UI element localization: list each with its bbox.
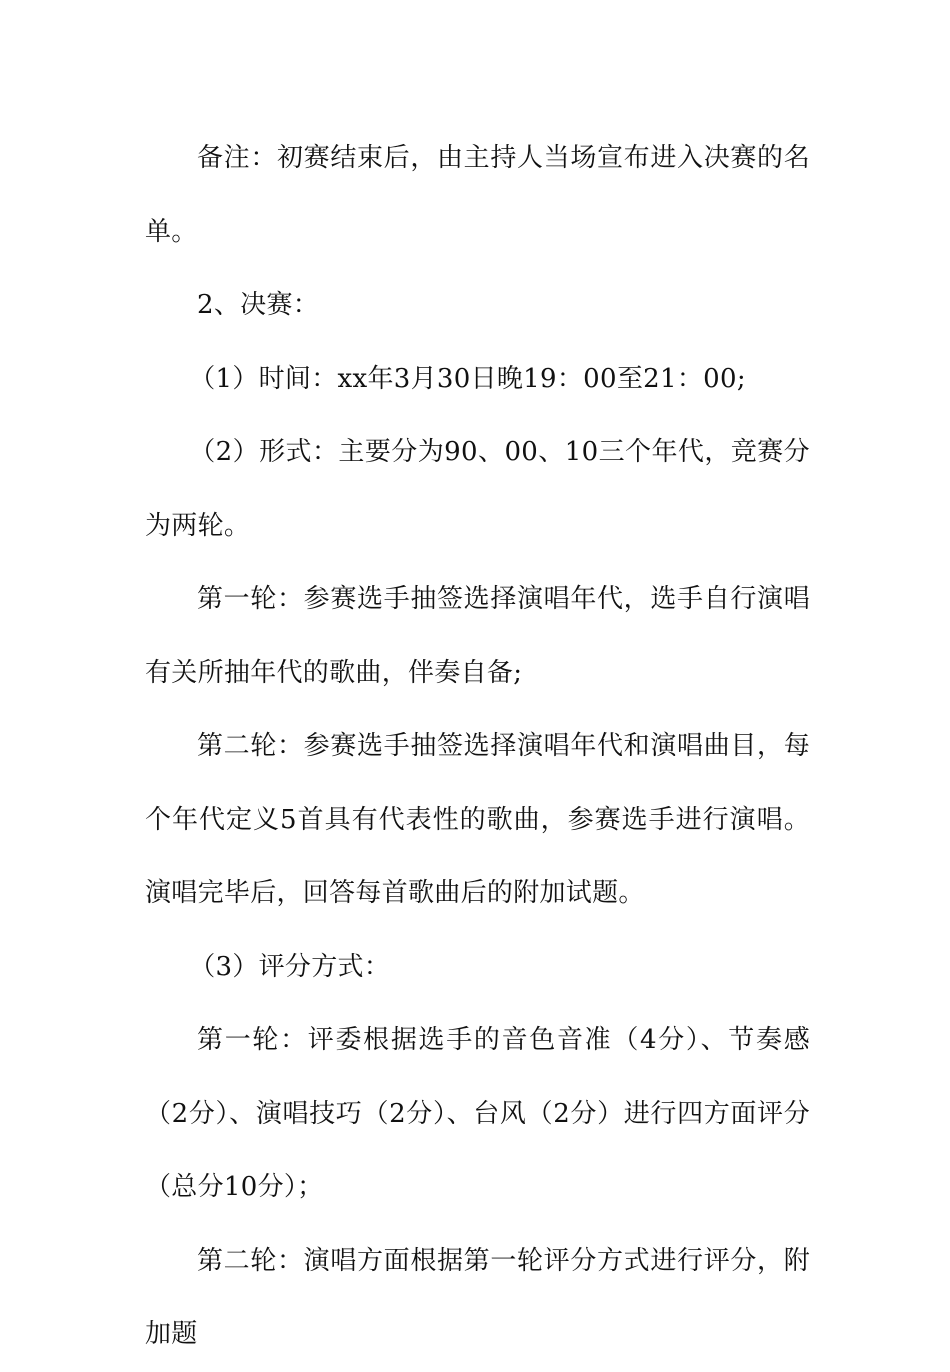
round-one-paragraph: 第一轮：参赛选手抽签选择演唱年代，选手自行演唱有关所抽年代的歌曲，伴奏自备; xyxy=(145,584,810,688)
time-paragraph: （1）时间：xx年3月30日晚19：00至21：00; xyxy=(189,363,746,394)
round-one-scoring-paragraph: 第一轮：评委根据选手的音色音准（4分）、节奏感（2分）、演唱技巧（2分）、台风（2分）进行四方面评分（总分10分）； xyxy=(145,1025,810,1202)
round-two-paragraph: 第二轮：参赛选手抽签选择演唱年代和演唱曲目，每个年代定义5首具有代表性的歌曲，参赛选手进行演唱。演唱完毕后，回答每首歌曲后的附加试题。 xyxy=(145,731,810,908)
round-two-scoring-paragraph: 第二轮：演唱方面根据第一轮评分方式进行评分，附加题 xyxy=(145,1245,810,1349)
format-paragraph: （2）形式：主要分为90、00、10三个年代，竞赛分为两轮。 xyxy=(145,437,810,541)
document-body xyxy=(145,122,810,1372)
scoring-heading: （3）评分方式： xyxy=(189,951,391,982)
final-round-heading: 2、决赛： xyxy=(197,290,320,320)
note-paragraph: 备注：初赛结束后，由主持人当场宣布进入决赛的名单。 xyxy=(145,143,810,247)
